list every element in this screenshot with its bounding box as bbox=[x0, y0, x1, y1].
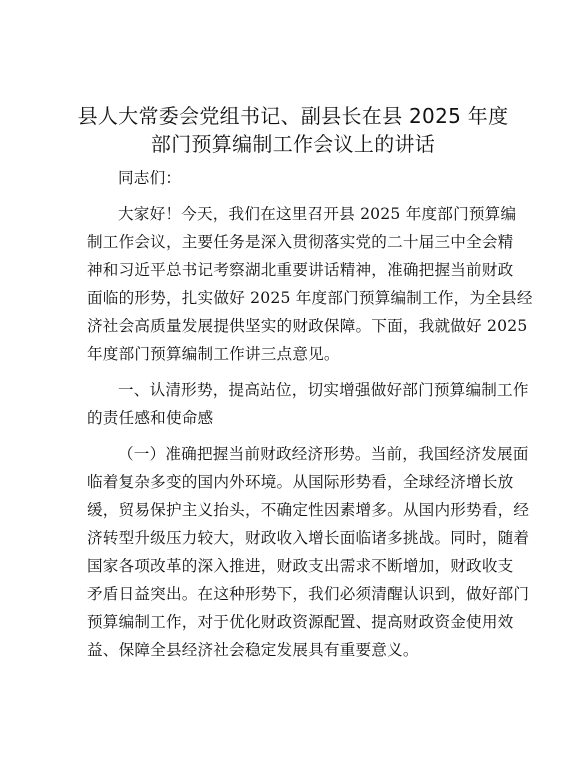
paragraph-line: 益、保障全县经济社会稳定发展具有重要意义。 bbox=[87, 641, 419, 659]
paragraph-line: 临着复杂多变的国内外环境。从国际形势看，全球经济增长放 bbox=[87, 473, 514, 491]
heading-line: 的责任感和使命感 bbox=[87, 409, 214, 427]
paragraph-line: 制工作会议，主要任务是深入贯彻落实党的二十届三中全会精 bbox=[87, 233, 514, 251]
subsection-paragraph bbox=[87, 440, 530, 664]
paragraph-line: 预算编制工作，对于优化财政资源配置、提高财政资金使用效 bbox=[87, 613, 514, 631]
title-line: 部门预算编制工作会议上的讲话 bbox=[150, 132, 436, 156]
paragraph-line: 国家各项改革的深入推进，财政支出需求不断增加，财政收支 bbox=[87, 557, 514, 575]
paragraph-line: 缓，贸易保护主义抬头，不确定性因素增多。从国内形势看，经 bbox=[87, 501, 530, 519]
paragraph-line: 济社会高质量发展提供坚实的财政保障。下面，我就做好 2025 bbox=[87, 317, 528, 335]
intro-paragraph bbox=[87, 200, 533, 368]
paragraph-line: 矛盾日益突出。在这种形势下，我们必须清醒认识到，做好部门 bbox=[87, 585, 530, 603]
document-body bbox=[87, 164, 533, 664]
paragraph-line: 大家好！今天，我们在这里召开县 2025 年度部门预算编 bbox=[118, 205, 517, 223]
heading-line: 一、认清形势，提高站位，切实增强做好部门预算编制工作 bbox=[118, 381, 529, 399]
paragraph-line: 济转型升级压力较大，财政收入增长面临诸多挑战。同时，随着 bbox=[87, 529, 530, 547]
paragraph-line: 神和习近平总书记考察湖北重要讲话精神，准确把握当前财政 bbox=[87, 261, 514, 279]
document-title bbox=[60, 102, 526, 158]
greeting-text: 同志们： bbox=[118, 169, 182, 187]
paragraph-line: （一）准确把握当前财政经济形势。当前，我国经济发展面 bbox=[118, 445, 529, 463]
title-line: 县人大常委会党组书记、副县长在县 2025 年度 bbox=[77, 104, 509, 128]
greeting bbox=[87, 164, 499, 192]
section-heading bbox=[87, 376, 529, 432]
paragraph-line: 面临的形势，扎实做好 2025 年度部门预算编制工作，为全县经 bbox=[87, 289, 533, 307]
paragraph-line: 年度部门预算编制工作讲三点意见。 bbox=[87, 345, 340, 363]
